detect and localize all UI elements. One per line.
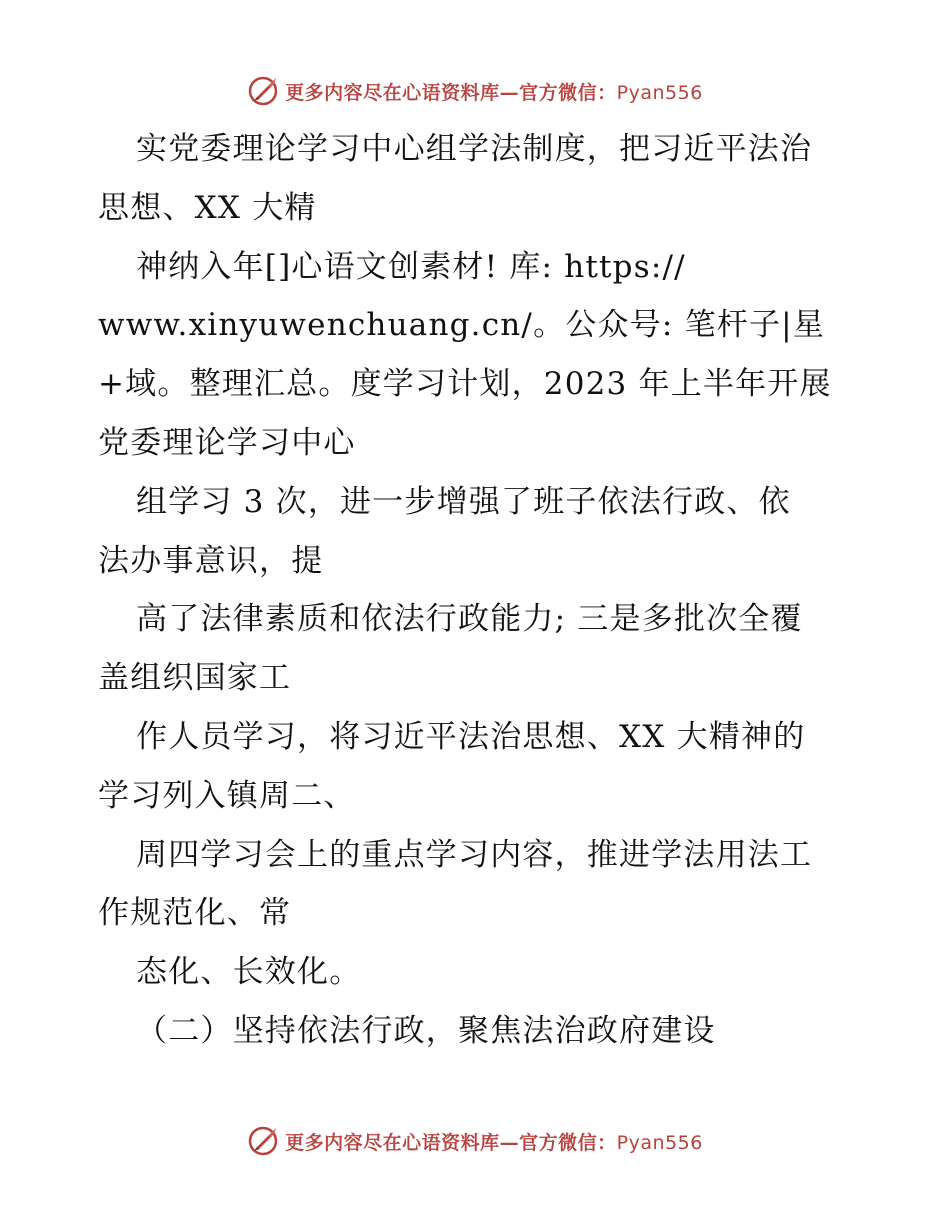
document-body: [98, 120, 858, 1061]
text-line: 法办事意识，提: [98, 542, 324, 579]
text-line: 组学习 3 次，进一步增强了班子依法行政、依: [136, 483, 791, 520]
footer-watermark: [0, 1124, 950, 1158]
section-heading: （二）坚持依法行政，聚焦法治政府建设: [136, 1012, 716, 1049]
text-line: 周四学习会上的重点学习内容，推进学法用法工: [136, 836, 813, 873]
quill-logo-icon: [247, 1125, 279, 1157]
watermark-text: 更多内容尽在心语资料库—官方微信：Pyan556: [285, 81, 703, 104]
text-line: 神纳入年[]心语文创素材! 库: https://: [136, 248, 686, 285]
text-line: +域。整理汇总。度学习计划，2023 年上半年开展: [98, 366, 832, 403]
text-line: 实党委理论学习中心组学法制度，把习近平法治: [136, 131, 813, 167]
text-line: www.xinyuwenchuang.cn/。公众号: 笔杆子|星: [98, 307, 826, 344]
text-line: 态化、长效化。: [136, 954, 362, 991]
text-line: 作规范化、常: [98, 895, 292, 932]
text-line: 作人员学习，将习近平法治思想、XX 大精神的: [136, 718, 806, 755]
watermark-text: 更多内容尽在心语资料库—官方微信：Pyan556: [285, 1131, 703, 1154]
text-line: 盖组织国家工: [98, 660, 292, 697]
quill-logo-icon: [247, 75, 279, 107]
watermark-brand: Pyan556: [616, 81, 703, 104]
text-line: 党委理论学习中心: [98, 424, 356, 461]
text-line: 高了法律素质和依法行政能力; 三是多批次全覆: [136, 601, 803, 638]
header-watermark: [0, 74, 950, 108]
text-line: 思想、XX 大精: [98, 189, 317, 226]
watermark-brand: Pyan556: [616, 1131, 703, 1154]
text-line: 学习列入镇周二、: [98, 777, 356, 814]
